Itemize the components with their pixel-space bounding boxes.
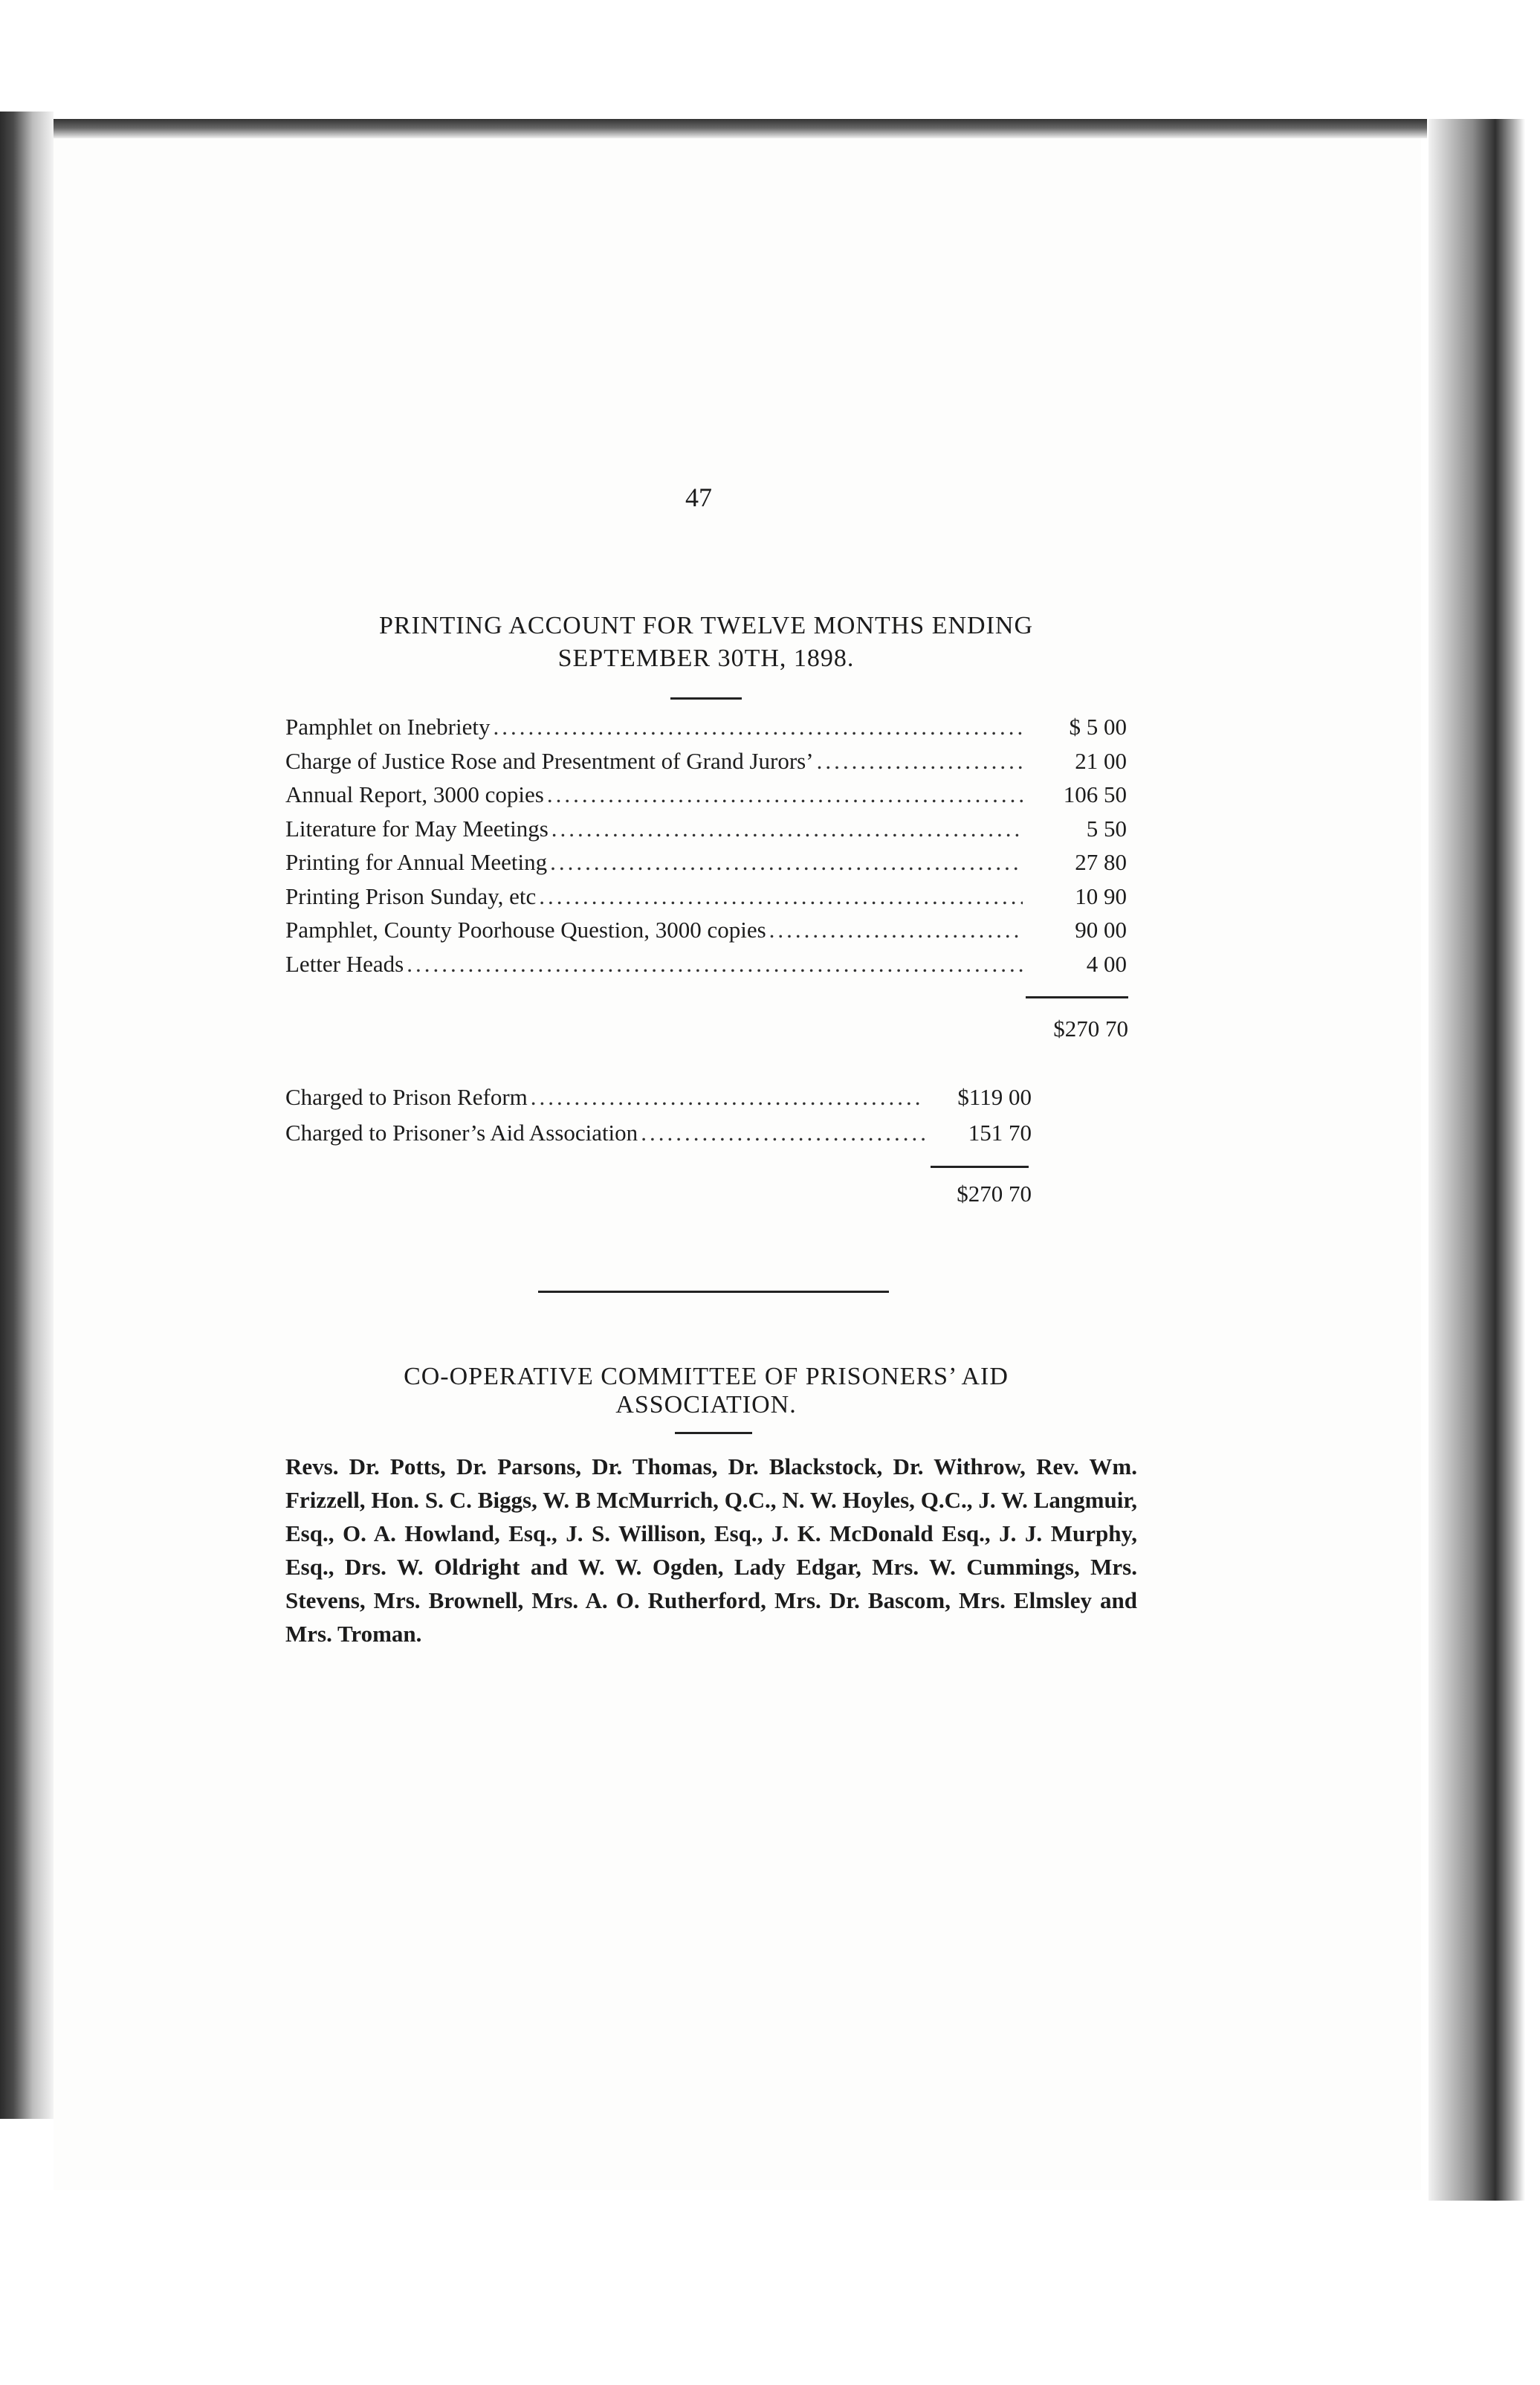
printing-total: $270 70 bbox=[1053, 1016, 1128, 1042]
item-label: Letter Heads bbox=[285, 950, 404, 977]
dot-leader bbox=[769, 914, 1023, 946]
printing-account-subtitle: SEPTEMBER 30TH, 1898. bbox=[557, 645, 855, 672]
charge-row bbox=[285, 1081, 1032, 1114]
page-number: 47 bbox=[685, 483, 712, 512]
charge-label: Charged to Prison Reform bbox=[285, 1084, 528, 1110]
scan-edge-right bbox=[1429, 119, 1540, 2201]
item-label: Printing Prison Sunday, etc bbox=[285, 882, 537, 909]
dot-leader bbox=[641, 1117, 925, 1149]
item-amount: 90 00 bbox=[1075, 917, 1127, 943]
printing-item-row bbox=[285, 778, 1127, 811]
dot-leader bbox=[531, 1081, 925, 1114]
charge-label: Charged to Prisoner’s Aid Association bbox=[285, 1120, 638, 1146]
printing-item-row bbox=[285, 914, 1127, 946]
dot-leader bbox=[407, 948, 1023, 981]
item-label: Annual Report, 3000 copies bbox=[285, 781, 544, 807]
item-amount: 5 50 bbox=[1086, 815, 1127, 842]
dot-leader bbox=[550, 846, 1023, 879]
scan-edge-top bbox=[30, 119, 1427, 138]
item-amount: 27 80 bbox=[1075, 849, 1127, 875]
printing-item-row bbox=[285, 846, 1127, 879]
dot-leader bbox=[539, 880, 1023, 913]
printing-item-row bbox=[285, 880, 1127, 913]
dot-leader bbox=[551, 813, 1023, 845]
item-amount: 4 00 bbox=[1086, 950, 1127, 977]
item-label: Pamphlet on Inebriety bbox=[285, 714, 491, 740]
charge-amount: $119 00 bbox=[957, 1084, 1032, 1110]
dot-leader bbox=[817, 745, 1023, 778]
printing-account-title: PRINTING ACCOUNT FOR TWELVE MONTHS ENDING bbox=[378, 612, 1033, 639]
item-amount: 106 50 bbox=[1063, 781, 1127, 807]
committee-members: Revs. Dr. Potts, Dr. Parsons, Dr. Thomas, Dr. Blackstock, Dr. Withrow, Rev. Wm. Frizzell, Hon. S. C. Biggs, W. B McMurrich, Q.C., N. W. Hoyles, Q.C., J. W. Langmuir, Esq., O. A. Howland, Esq., J. S. Willison, Esq., J. K. McDonald Esq., J. J. Murphy, Esq., Drs. W. Oldright and W. W. Ogden, Lady Edgar, Mrs. W. Cummings, Mrs. Stevens, Mrs. Brownell, Mrs. A. O. Rutherford, Mrs. Dr. Bascom, Mrs. Elmsley and Mrs. Troman. bbox=[285, 1453, 1137, 1647]
item-amount: 21 00 bbox=[1075, 747, 1127, 774]
committee-rule bbox=[675, 1432, 752, 1434]
title-rule bbox=[670, 697, 742, 700]
committee-subtitle: ASSOCIATION. bbox=[615, 1391, 797, 1419]
item-amount: $ 5 00 bbox=[1069, 714, 1127, 740]
printing-item-row bbox=[285, 745, 1127, 778]
printing-item-row bbox=[285, 813, 1127, 845]
dot-leader bbox=[547, 778, 1023, 811]
scan-edge-left bbox=[0, 112, 54, 2119]
printing-item-row bbox=[285, 948, 1127, 981]
page-sheet bbox=[54, 138, 1421, 2190]
charges-rule bbox=[931, 1166, 1029, 1168]
charge-row bbox=[285, 1117, 1032, 1149]
item-label: Charge of Justice Rose and Presentment of Grand Jurors’ bbox=[285, 747, 814, 774]
section-divider bbox=[538, 1291, 889, 1293]
item-label: Literature for May Meetings bbox=[285, 815, 549, 842]
printing-item-row bbox=[285, 711, 1127, 743]
item-label: Pamphlet, County Poorhouse Question, 3000 copies bbox=[285, 917, 766, 943]
dot-leader bbox=[494, 711, 1023, 743]
item-amount: 10 90 bbox=[1075, 882, 1127, 909]
subtotal-rule bbox=[1026, 996, 1128, 998]
charges-total: $270 70 bbox=[957, 1181, 1032, 1207]
committee-title: CO-OPERATIVE COMMITTEE OF PRISONERS’ AID bbox=[404, 1363, 1009, 1390]
item-label: Printing for Annual Meeting bbox=[285, 849, 548, 875]
charge-amount: 151 70 bbox=[968, 1120, 1032, 1146]
